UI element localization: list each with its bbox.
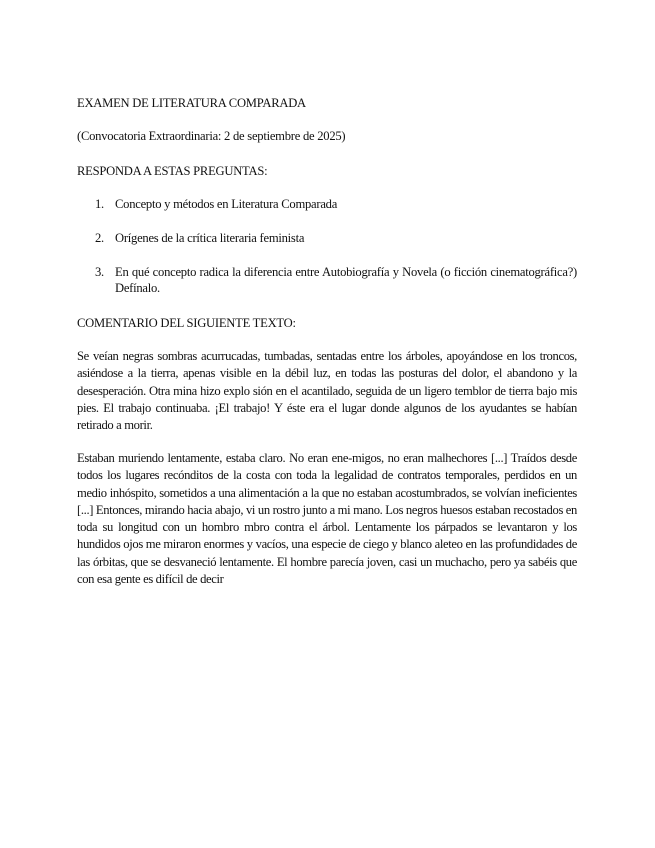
exam-title: EXAMEN DE LITERATURA COMPARADA bbox=[77, 96, 306, 110]
exam-subtitle: (Convocatoria Extraordinaria: 2 de septiembre de 2025) bbox=[77, 129, 346, 143]
question-number: 3. bbox=[95, 265, 104, 279]
instructions-heading: RESPONDA A ESTAS PREGUNTAS: bbox=[77, 164, 268, 178]
question-text: En qué concepto radica la diferencia entre Autobiografía y Novela (o ficción cinematográfica?) Defínalo. bbox=[115, 265, 577, 295]
question-number: 1. bbox=[95, 197, 104, 211]
text-paragraph: Se veían negras sombras acurrucadas, tumbadas, sentadas entre los árboles, apoyándose en los troncos, asiéndose a la tierra, apenas visible en la débil luz, en todas las posturas del dolor, el abandono y la desesperación. Otra mina hizo explo sión en el acantilado, seguida de un ligero temblor de tierra bajo mis pies. El trabajo continuaba. ¡El trabajo! Y éste era el lugar donde algunos de los ayudantes se habían retirado a morir. bbox=[77, 349, 577, 433]
question-text: Concepto y métodos en Literatura Comparada bbox=[115, 197, 338, 211]
text-paragraph: Estaban muriendo lentamente, estaba claro. No eran ene-migos, no eran malhechores [...] Traídos desde todos los lugares recónditos de la costa con toda la legalidad de contratos temporales, perdidos en un medio inhóspito, sometidos a una alimentación a la que no estaban acostumbrados, se volvían ineficientes [...] Entonces, mirando hacia abajo, vi un rostro junto a mi mano. Los negros huesos estaban recostados en toda su longitud con un hombro mbro contra el árbol. Lentamente los párpados se levantaron y los hundidos ojos me miraron enormes y vacíos, una especie de ciego y blanco aleteo en las profundidades de las órbitas, que se desvaneció lentamente. El hombre parecía joven, casi un muchacho, pero ya sabéis que con esa gente es difícil de decir bbox=[77, 451, 577, 587]
question-text: Orígenes de la crítica literaria feminista bbox=[115, 231, 305, 245]
question-number: 2. bbox=[95, 231, 104, 245]
comment-heading: COMENTARIO DEL SIGUIENTE TEXTO: bbox=[77, 316, 296, 330]
